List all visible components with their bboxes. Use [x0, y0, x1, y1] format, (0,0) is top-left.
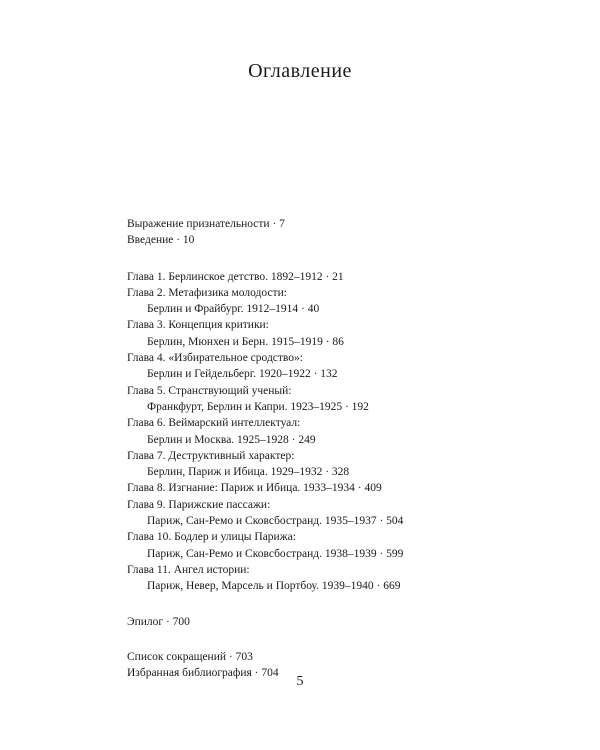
- chapters-list: [127, 269, 567, 595]
- toc-entry-chapter-3: [127, 317, 567, 350]
- front-matter: [127, 216, 567, 249]
- toc-entry-acknowledgements: Выражение признательности · 7: [127, 218, 285, 230]
- chapter-subtitle: Берлин и Гейдельберг. 1920–1922 · 132: [147, 368, 338, 381]
- toc-entry-chapter-6: [127, 415, 567, 448]
- toc-entry-bibliography: Избранная библиография · 704: [127, 667, 279, 680]
- page-number: 5: [296, 674, 304, 689]
- chapter-subtitle: Париж, Сан-Ремо и Сковсбостранд. 1935–1937 · 504: [147, 515, 404, 528]
- chapter-title: Глава 3. Концепция критики:: [127, 319, 269, 332]
- toc-entry-chapter-10: [127, 529, 567, 562]
- toc-entry-chapter-1: [127, 269, 567, 285]
- chapter-title: Глава 9. Парижские пассажи:: [127, 498, 271, 511]
- chapter-title: Глава 2. Метафизика молодости:: [127, 286, 287, 299]
- chapter-title: Глава 11. Ангел истории:: [127, 563, 250, 576]
- chapter-title: Глава 8. Изгнание: Париж и Ибица. 1933–1934 · 409: [127, 482, 382, 495]
- chapter-title: Глава 6. Веймарский интеллектуал:: [127, 417, 301, 430]
- chapter-title: Глава 1. Берлинское детство. 1892–1912 · 21: [127, 270, 344, 283]
- table-of-contents: [127, 216, 567, 681]
- chapter-title: Глава 10. Бодлер и улицы Парижа:: [127, 531, 296, 544]
- toc-entry-chapter-9: [127, 497, 567, 530]
- toc-entry-chapter-4: [127, 350, 567, 383]
- chapter-title: Глава 5. Странствующий ученый:: [127, 384, 292, 397]
- chapter-title: Глава 4. «Избирательное сродство»:: [127, 352, 303, 365]
- chapter-subtitle: Париж, Сан-Ремо и Сковсбостранд. 1938–1939 · 599: [147, 547, 404, 560]
- chapter-subtitle: Берлин, Париж и Ибица. 1929–1932 · 328: [147, 466, 350, 479]
- toc-entry-chapter-11: [127, 562, 567, 595]
- toc-entry-chapter-7: [127, 448, 567, 481]
- chapter-title: Глава 7. Деструктивный характер:: [127, 449, 295, 462]
- toc-entry-introduction: Введение · 10: [127, 234, 195, 247]
- toc-entry-abbreviations: Список сокращений · 703: [127, 650, 253, 663]
- chapter-subtitle: Париж, Невер, Марсель и Портбоу. 1939–1940 · 669: [147, 580, 401, 593]
- toc-entry-epilog: Эпилог · 700: [127, 615, 190, 628]
- page-title: Оглавление: [248, 60, 352, 82]
- toc-entry-chapter-5: [127, 383, 567, 416]
- toc-entry-chapter-8: [127, 480, 567, 496]
- chapter-subtitle: Берлин и Фрайбург. 1912–1914 · 40: [147, 303, 320, 316]
- chapter-subtitle: Берлин и Москва. 1925–1928 · 249: [147, 433, 316, 446]
- epilog-block: [127, 614, 567, 630]
- chapter-subtitle: Франкфурт, Берлин и Капри. 1923–1925 · 192: [147, 400, 369, 413]
- toc-entry-chapter-2: [127, 285, 567, 318]
- chapter-subtitle: Берлин, Мюнхен и Берн. 1915–1919 · 86: [147, 335, 344, 348]
